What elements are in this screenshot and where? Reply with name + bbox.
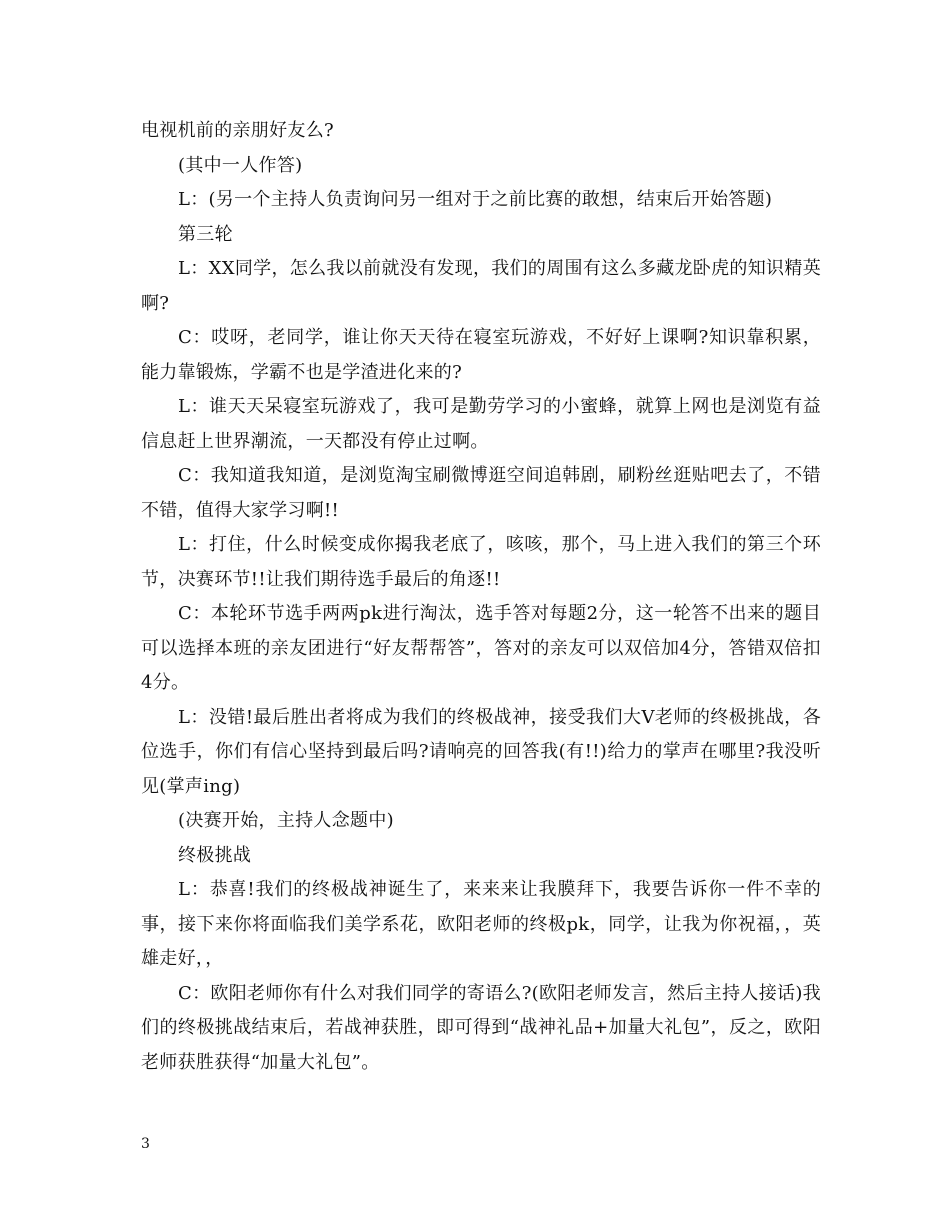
paragraph-stage-note: (其中一人作答) bbox=[178, 154, 303, 176]
section-heading-final-challenge: 终极挑战 bbox=[178, 844, 252, 866]
paragraph-dialogue: C：欧阳老师你有什么对我们同学的寄语么?(欧阳老师发言，然后主持人接话)我们的终极挑战结束后，若战神获胜，即可得到“战神礼品+加量大礼包”，反之，欧阳老师获胜获得“加量大礼包”。 bbox=[141, 982, 821, 1073]
paragraph-dialogue: C：本轮环节选手两两pk进行淘汰，选手答对每题2分，这一轮答不出来的题目可以选择本班的亲友团进行“好友帮帮答”，答对的亲友可以双倍加4分，答错双倍扣4分。 bbox=[141, 603, 821, 693]
paragraph-dialogue: L：XX同学，怎么我以前就没有发现，我们的周围有这么多藏龙卧虎的知识精英啊? bbox=[141, 258, 821, 314]
paragraph-dialogue: C：我知道我知道，是浏览淘宝刷微博逛空间追韩剧，刷粉丝逛贴吧去了，不错不错，值得大家学习啊!! bbox=[141, 465, 821, 521]
paragraph-dialogue: L：打住，什么时候变成你揭我老底了，咳咳，那个，马上进入我们的第三个环节，决赛环节!!让我们期待选手最后的角逐!! bbox=[141, 534, 821, 590]
paragraph-dialogue: C：哎呀，老同学，谁让你天天待在寝室玩游戏，不好好上课啊?知识靠积累，能力靠锻炼，学霸不也是学渣进化来的? bbox=[141, 327, 821, 383]
paragraph-dialogue: L：恭喜!我们的终极战神诞生了，来来来让我膜拜下，我要告诉你一件不幸的事，接下来你将面临我们美学系花，欧阳老师的终极pk，同学，让我为你祝福，，英雄走好，， bbox=[141, 879, 821, 969]
paragraph-dialogue: L：没错!最后胜出者将成为我们的终极战神，接受我们大V老师的终极挑战，各位选手，你们有信心坚持到最后吗?请响亮的回答我(有!!)给力的掌声在哪里?我没听见(掌声ing) bbox=[141, 706, 821, 797]
document-body bbox=[141, 114, 821, 1080]
page-number: 3 bbox=[141, 1136, 150, 1152]
paragraph-stage-note: (决赛开始，主持人念题中) bbox=[178, 810, 394, 831]
section-heading-round-three: 第三轮 bbox=[178, 223, 233, 245]
paragraph-dialogue: L：(另一个主持人负责询问另一组对于之前比赛的敢想，结束后开始答题) bbox=[178, 189, 773, 210]
paragraph-continuation: 电视机前的亲朋好友么? bbox=[141, 120, 334, 141]
paragraph-dialogue: L：谁天天呆寝室玩游戏了，我可是勤劳学习的小蜜蜂，就算上网也是浏览有益信息赶上世界潮流，一天都没有停止过啊。 bbox=[141, 396, 821, 452]
